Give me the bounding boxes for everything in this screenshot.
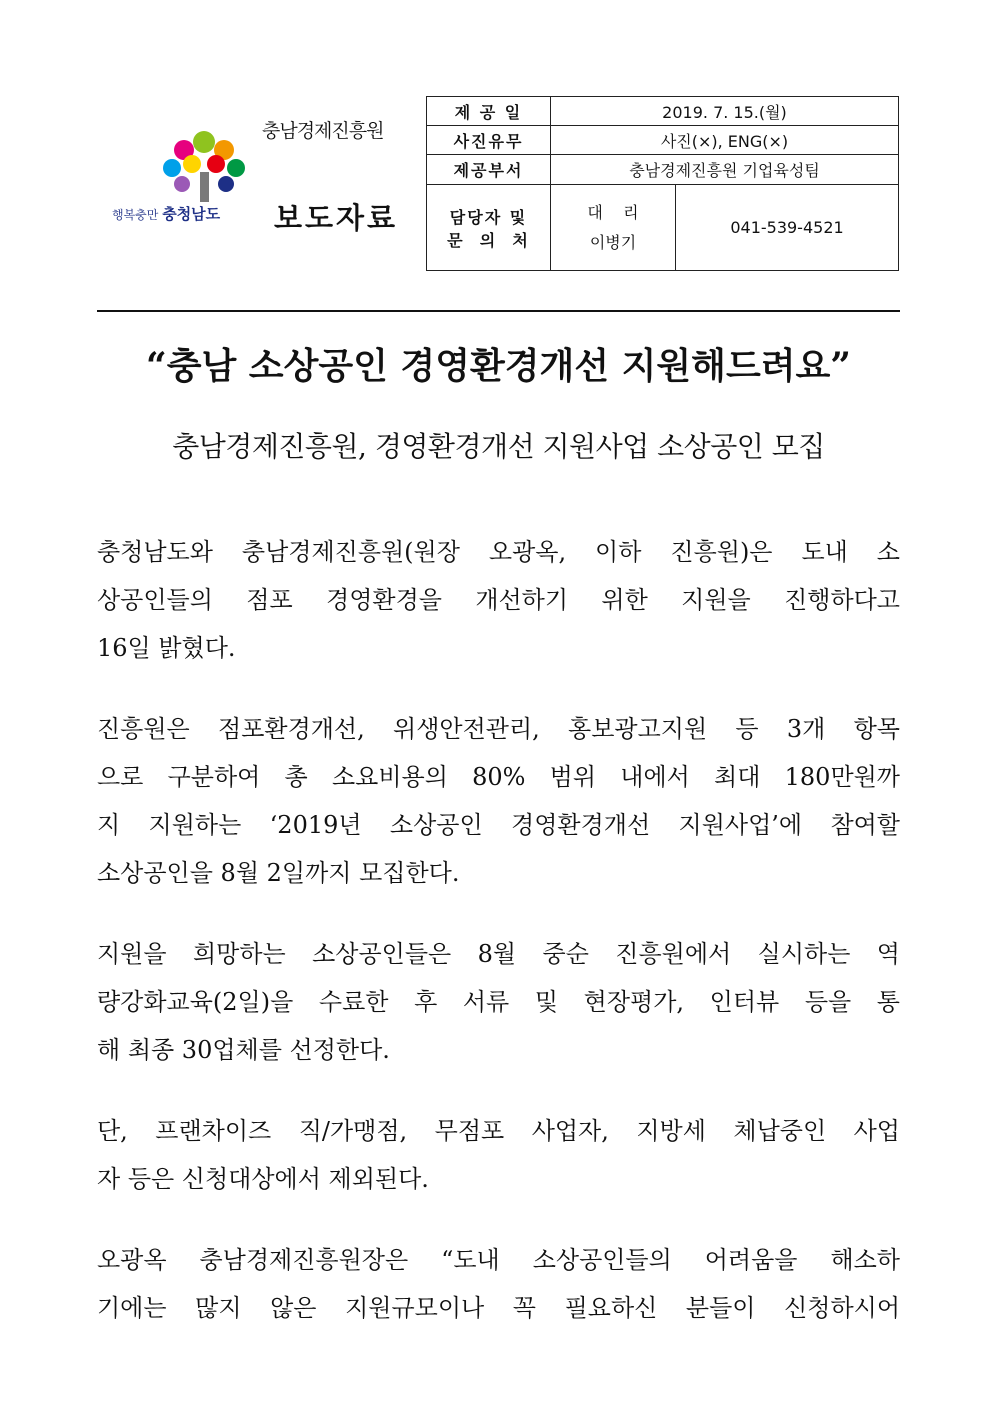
text-line: 량강화교육(2일)을 수료한 후 서류 및 현장평가, 인터뷰 등을 통 [97, 988, 900, 1016]
text-line: 단, 프랜차이즈 직/가맹점, 무점포 사업자, 지방세 체납중인 사업 [97, 1117, 900, 1145]
headline: “충남 소상공인 경영환경개선 지원해드려요” [146, 345, 851, 387]
text-line: 상공인들의 점포 경영환경을 개선하기 위한 지원을 진행하다고 [97, 586, 900, 614]
paragraph-2 [97, 705, 900, 897]
provided-date-label: 제 공 일 [427, 97, 551, 126]
paragraph-3 [97, 930, 900, 1074]
document-type: 보도자료 [274, 201, 399, 235]
logo-text: 행복충만 충청남도 [112, 205, 221, 223]
photo-value: 사진(×), ENG(×) [551, 126, 899, 155]
text-line: 지원을 희망하는 소상공인들은 8월 중순 진흥원에서 실시하는 역 [97, 940, 900, 968]
logo [104, 130, 244, 230]
text-line: 충청남도와 충남경제진흥원(원장 오광옥, 이하 진흥원)은 도내 소 [97, 538, 900, 566]
organization-name: 충남경제진흥원 [262, 120, 384, 142]
contact-person [551, 185, 676, 271]
text-line: 기에는 많지 않은 지원규모이나 꼭 필요하신 분들이 신청하시어 [97, 1294, 900, 1322]
provided-date: 2019. 7. 15.(월) [551, 97, 899, 126]
paragraph-4 [97, 1107, 900, 1203]
text-line: 진흥원은 점포환경개선, 위생안전관리, 홍보광고지원 등 3개 항목 [97, 715, 900, 743]
text-line: 으로 구분하여 총 소요비용의 80% 범위 내에서 최대 180만원까 [97, 763, 900, 791]
contact-title: 대 리 [587, 202, 639, 222]
text-line: 지 지원하는 ‘2019년 소상공인 경영환경개선 지원사업’에 참여할 [97, 811, 900, 839]
contact-label-line-2: 문 의 처 [447, 230, 530, 250]
text-line: 자 등은 신청대상에서 제외된다. [97, 1165, 429, 1193]
contact-name: 이병기 [589, 232, 637, 252]
dept-label: 제공부서 [427, 155, 551, 185]
photo-label: 사진유무 [427, 126, 551, 155]
subheadline: 충남경제진흥원, 경영환경개선 지원사업 소상공인 모집 [172, 430, 825, 463]
contact-label-line-1: 담당자 및 [449, 207, 528, 227]
contact-label [427, 185, 551, 271]
text-line: 소상공인을 8월 2일까지 모집한다. [97, 859, 460, 887]
header-divider [97, 310, 900, 312]
paragraph-1 [97, 528, 900, 672]
dept-value: 충남경제진흥원 기업육성팀 [551, 155, 899, 185]
tree-logo-icon [154, 130, 254, 210]
article-body [97, 528, 900, 1365]
info-table [426, 96, 899, 271]
text-line: 해 최종 30업체를 선정한다. [97, 1036, 390, 1064]
text-line: 16일 밝혔다. [97, 634, 236, 662]
paragraph-5 [97, 1236, 900, 1332]
contact-phone: 041-539-4521 [676, 185, 899, 271]
text-line: 오광옥 충남경제진흥원장은 “도내 소상공인들의 어려움을 해소하 [97, 1246, 900, 1274]
